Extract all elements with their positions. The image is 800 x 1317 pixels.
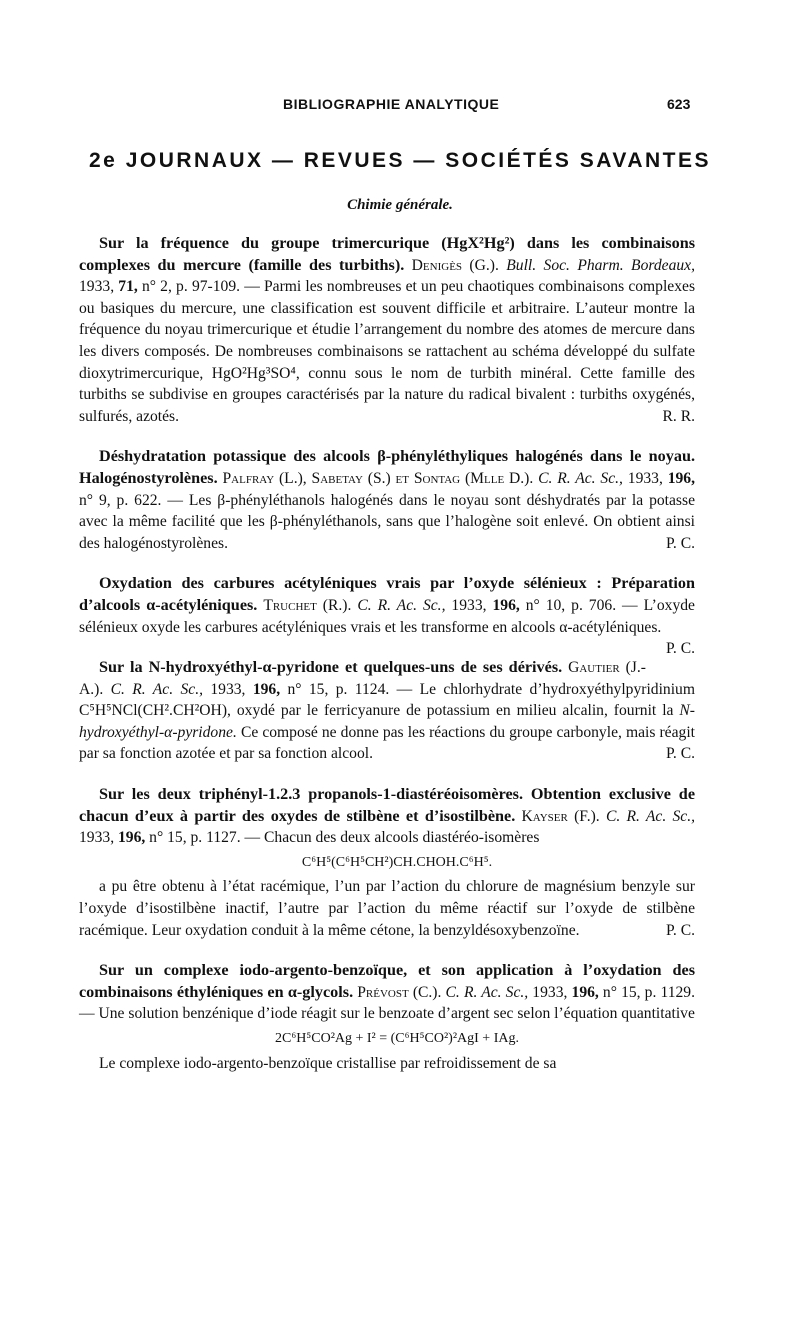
entry-author: Denigès (G.). [411,256,499,274]
entry-volume: 196, [492,596,520,614]
entry-text-continued [79,876,695,941]
entry-journal: Bull. Soc. Pharm. Bordeaux, [506,256,695,274]
entry-year: 1933, [445,596,493,614]
entry-title: Oxydation des carbures acétyléniques vrais par l’oxyde sélénieux : Préparation d’alcools α-acétyléniques. [79,574,695,614]
entry-text: — Parmi les nombreuses et un peu chaotiques combinaisons complexes ou basiques du mercure, une classification est souvent difficile et arbitraire. L’auteur montre la fréquence du noyau trimercurique et étudie l’arrangement du nombre des atomes de mercure dans les divers composés. De nombreuses combinaisons se rattachent au schéma développé du sulfate dioxytrimercurique, HgO²Hg³SO⁴, connu sous le nom de turbith minéral. Cette famille des turbiths se subdivise en groupes caractérisés par la nature du radical bivalent : turbiths oxygénés, sulfurés, azotés. [79,278,696,425]
entry-volume: 196, [252,680,281,698]
entry-1 [79,233,695,427]
running-head [0,96,800,116]
entry-journal: C. R. Ac. Sc., [605,807,695,825]
entry-year: 1933, [622,469,668,487]
entry-3 [79,573,695,658]
entry-journal: C. R. Ac. Sc., [357,596,446,614]
entry-pages: n° 9, p. 622. [79,491,162,509]
entry-signature: P. C. [665,921,695,939]
page-number: 623 [667,96,691,112]
article-body [79,233,695,1093]
entry-author: Truchet (R.). [263,596,352,614]
entry-year: 1933, [203,680,253,698]
entry-text: — Le chlorhydrate d’hydroxyéthylpyridinium C⁵H⁵NCl(CH².CH²OH), oxydé par le ferricyanure de potassium en milieu alcalin, fournit la [79,680,695,720]
entry-6 [79,960,695,1074]
entry-journal: C. R. Ac. Sc., [538,469,623,487]
entry-title: Sur la fréquence du groupe trimercurique (HgX²Hg²) dans les combinaisons complexes du mercure (famille des turbiths). [79,234,695,274]
entry-volume: 196, [667,469,695,487]
entry-4 [79,657,695,765]
entry-author: Prévost (C.). [357,983,442,1001]
entry-pages: n° 10, p. 706. [519,596,617,614]
entry-title: Sur la N-hydroxyéthyl-α-pyridone et quelques-uns de ses dérivés. [99,658,563,677]
entry-author: Gautier (J.-A.). [79,659,646,698]
entry-title: Sur les deux triphényl-1.2.3 propanols-1-diastéréoisomères. Obtention exclusive de chacun d’eux à partir des oxydes de stilbène et d’isostilbène. [79,785,695,825]
continuation-text: a pu être obtenu à l’état racémique, l’un par l’action du chlorure de magnésium benzyle sur l’oxyde d’isostilbène inactif, l’autre par l’action du même réactif sur l’oxyde de stilbène racémique. Leur oxydation conduit à la même cétone, la benzyldésoxybenzoïne. [79,878,695,939]
entry-year: 1933, [79,829,118,847]
subsection-heading: Chimie générale. [347,197,453,213]
entry-italic-compound: N-hydroxyéthyl-α-pyridone. [79,702,695,741]
entry-2 [79,446,695,554]
entry-5 [79,784,695,941]
section-title: 2e JOURNAUX — REVUES — SOCIÉTÉS SAVANTES [89,149,711,172]
entry-signature: P. C. [665,745,695,763]
entry-journal: C. R. Ac. Sc., [445,983,529,1001]
chemical-formula: C⁶H⁵(C⁶H⁵CH²)CH.CHOH.C⁶H⁵. [301,854,493,870]
entry-author: Palfray (L.), Sabetay (S.) et Sontag (Mlle D.). [222,469,534,487]
entry-pages: n° 15, p. 1124. [280,680,390,698]
running-title: BIBLIOGRAPHIE ANALYTIQUE [283,96,500,112]
entry-journal: C. R. Ac. Sc., [110,680,203,698]
entry-volume: 196, [117,829,146,847]
entry-text-continued: Le complexe iodo-argento-benzoïque cristallise par refroidissement de sa [99,1054,557,1072]
entry-author: Kayser (F.). [521,807,600,825]
entry-text: — Les β-phényléthanols halogénés dans le noyau sont déshydratés par la potasse avec la même facilité que les β-phényléthanols, sans que l’halogène soit enlevé. On obtient ainsi des halogénostyrolènes. [79,491,695,552]
entry-signature: P. C. [665,534,695,552]
entry-signature: R. R. [662,407,695,425]
entry-text: — Une solution benzénique d’iode réagit sur le benzoate d’argent sec selon l’équation quantitative [79,1005,695,1023]
entry-text-continued: Ce composé ne donne pas les réactions du groupe carbonyle, mais réagit par sa fonction azotée et par sa fonction alcool. [79,723,695,763]
entry-signature: P. C. [665,640,695,658]
entry-volume: 71, [118,278,138,296]
entry-text: — Chacun des deux alcools diastéréo-isomères [240,829,540,847]
entry-title: Sur un complexe iodo-argento-benzoïque, et son application à l’oxydation des combinaisons éthyléniques en α-glycols. [79,961,695,1001]
entry-year: 1933, [528,983,572,1001]
entry-pages: n° 2, p. 97-109. [137,278,241,296]
entry-year: 1933, [79,278,119,296]
chemical-equation: 2C⁶H⁵CO²Ag + I² = (C⁶H⁵CO²)²AgI + IAg. [275,1031,519,1046]
entry-title: Déshydratation potassique des alcools β-phényléthyliques halogénés dans le noyau. Halogénostyrolènes. [79,447,695,487]
entry-volume: 196, [571,983,599,1001]
entry-pages: n° 15, p. 1127. [145,829,241,847]
entry-pages: n° 15, p. 1129. [598,983,696,1001]
entry-text: — L’oxyde sélénieux oxyde les carbures acétyléniques vrais et les transforme en alcools α-acétyléniques. [79,596,695,636]
